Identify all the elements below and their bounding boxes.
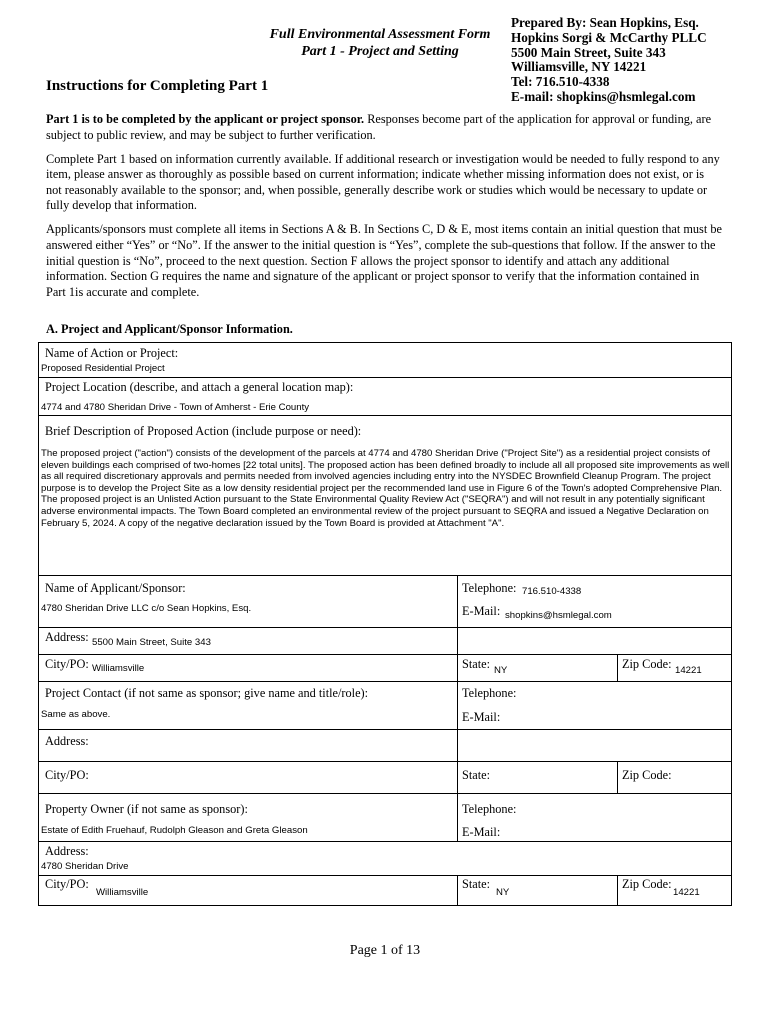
owner-city-value[interactable]: Williamsville — [96, 887, 149, 898]
brief-description-label: Brief Description of Proposed Action (include purpose or need): — [45, 424, 362, 438]
owner-email-label: E-Mail: — [462, 825, 501, 839]
owner-telephone-label: Telephone: — [462, 802, 517, 816]
brief-description-value[interactable]: The proposed project ("action") consists of the development of the parcels at 4774 and 4780 Sheridan Drive ("Project Site") as a residential project consists of eleven buildings each comprised of two-homes [22 total units]. The proposed action has been defined broadly to include all all proposed site improvements as well as all required discretionary approvals and permits needed from involved agencies including entry into the NYSDEC Brownfield Cleanup Program. The project purpose is to develop the Project Site as a low density residential project per the recommended land use in Figure 6 of the Town's adopted Comprehensive Plan. The proposed project is an Unlisted Action pursuant to the State Environmental Quality Review Act ("SEQRA") and will not result in any potentially significant adverse environmental impacts. The Town Board completed an environmental review of the project pursuant to SEQRA and issued a Negative Declaration on February 5, 2024. A copy of the negative declaration issued by the Town Board is provided at Attachment "A". — [41, 448, 730, 529]
owner-state-label: State: — [462, 877, 491, 891]
column-divider — [617, 654, 618, 681]
applicant-address-value[interactable]: 5500 Main Street, Suite 343 — [92, 637, 211, 648]
row-divider — [39, 681, 731, 682]
property-owner-label: Property Owner (if not same as sponsor): — [45, 802, 248, 816]
row-divider — [39, 415, 731, 416]
instructions-paragraph-2: Complete Part 1 based on information currently available. If additional research or investigation would be needed to fully respond to any item, please answer as thoroughly as possible based on current information; indicate whether missing information does not exist, or is not reasonably available to the sponsor; and, when possible, generally describe work or studies which would be necessary to update or fully develop that information. — [46, 151, 720, 213]
prepared-by-line: E-mail: shopkins@hsmlegal.com — [511, 88, 696, 104]
row-divider — [39, 627, 731, 628]
page-number: Page 1 of 13 — [349, 943, 421, 958]
instructions-heading: Instructions for Completing Part 1 — [46, 78, 269, 94]
row-divider — [39, 875, 731, 876]
owner-city-label: City/PO: — [45, 877, 89, 891]
instructions-paragraph-3: Applicants/sponsors must complete all items in Sections A & B. In Sections C, D & E, most items contain an initial question that must be answered either “Yes” or “No”. If the answer to the initial question is “Yes”, complete the sub-questions that follow. If the answer to the initial question is “No”, proceed to the next question. Section F allows the project sponsor to identify and attach any additional information. Section G requires the name and signature of the applicant or project sponsor to verify that the information contained in Part 1is accurate and complete. — [46, 222, 722, 299]
applicant-email-label: E-Mail: — [462, 604, 501, 618]
form-title-line2: Part 1 - Project and Setting — [301, 44, 459, 59]
project-location-label: Project Location (describe, and attach a general location map): — [45, 380, 354, 394]
project-info-form — [38, 342, 732, 906]
owner-address-value[interactable]: 4780 Sheridan Drive — [41, 861, 129, 872]
owner-address-label: Address: — [45, 844, 89, 858]
contact-email-label: E-Mail: — [462, 710, 501, 724]
column-divider — [457, 761, 458, 793]
name-of-action-label: Name of Action or Project: — [45, 346, 179, 360]
name-of-action-value[interactable]: Proposed Residential Project — [41, 363, 165, 374]
row-divider — [39, 575, 731, 576]
applicant-state-label: State: — [462, 657, 491, 671]
row-divider — [39, 841, 731, 842]
applicant-zip-value[interactable]: 14221 — [675, 665, 702, 676]
instructions-p1-rest: Responses become part of the application for approval or funding, are subject to public review, and may be subject to further verification. — [46, 112, 712, 142]
owner-zip-value[interactable]: 14221 — [673, 887, 700, 898]
applicant-telephone-value[interactable]: 716.510-4338 — [522, 586, 582, 597]
applicant-state-value[interactable]: NY — [494, 665, 508, 676]
column-divider — [457, 875, 458, 906]
row-divider — [39, 729, 731, 730]
instructions-p1-bold: Part 1 is to be completed by the applicant or project sponsor. — [46, 112, 365, 126]
applicant-email-value[interactable]: shopkins@hsmlegal.com — [505, 610, 612, 621]
prepared-by-line: Williamsville, NY 14221 — [511, 59, 647, 75]
form-title-line1: Full Environmental Assessment Form — [269, 27, 491, 42]
contact-state-label: State: — [462, 768, 491, 782]
prepared-by-line: Tel: 716.510-4338 — [511, 74, 610, 90]
property-owner-value[interactable]: Estate of Edith Fruehauf, Rudolph Gleason and Greta Gleason — [41, 825, 308, 836]
applicant-city-value[interactable]: Williamsville — [92, 663, 145, 674]
prepared-by-block — [511, 16, 707, 105]
row-divider — [39, 761, 731, 762]
project-contact-value[interactable]: Same as above. — [41, 709, 111, 720]
applicant-name-value[interactable]: 4780 Sheridan Drive LLC c/o Sean Hopkins, Esq. — [41, 603, 252, 614]
project-location-value[interactable]: 4774 and 4780 Sheridan Drive - Town of Amherst - Erie County — [41, 402, 310, 413]
row-divider — [39, 793, 731, 794]
contact-address-label: Address: — [45, 734, 89, 748]
column-divider — [617, 761, 618, 793]
instructions-paragraph-1 — [46, 112, 722, 143]
column-divider — [457, 654, 458, 681]
applicant-city-label: City/PO: — [45, 657, 89, 671]
contact-telephone-label: Telephone: — [462, 686, 517, 700]
column-divider — [457, 793, 458, 841]
applicant-zip-label: Zip Code: — [622, 657, 672, 671]
applicant-name-label: Name of Applicant/Sponsor: — [45, 581, 186, 595]
project-contact-label: Project Contact (if not same as sponsor; give name and title/role): — [45, 686, 369, 700]
row-divider — [39, 377, 731, 378]
applicant-address-label: Address: — [45, 630, 89, 644]
column-divider — [457, 681, 458, 761]
row-divider — [39, 654, 731, 655]
prepared-by-line: Hopkins Sorgi & McCarthy PLLC — [511, 29, 707, 45]
prepared-by-line: 5500 Main Street, Suite 343 — [511, 44, 666, 60]
column-divider — [457, 575, 458, 654]
section-a-heading: A. Project and Applicant/Sponsor Information. — [46, 322, 293, 336]
owner-state-value[interactable]: NY — [496, 887, 510, 898]
contact-zip-label: Zip Code: — [622, 768, 672, 782]
form-title — [230, 26, 530, 60]
column-divider — [617, 875, 618, 906]
instructions-body — [46, 112, 722, 309]
owner-zip-label: Zip Code: — [622, 877, 672, 891]
applicant-telephone-label: Telephone: — [462, 581, 517, 595]
contact-city-label: City/PO: — [45, 768, 89, 782]
prepared-by-line: Prepared By: Sean Hopkins, Esq. — [511, 15, 699, 30]
